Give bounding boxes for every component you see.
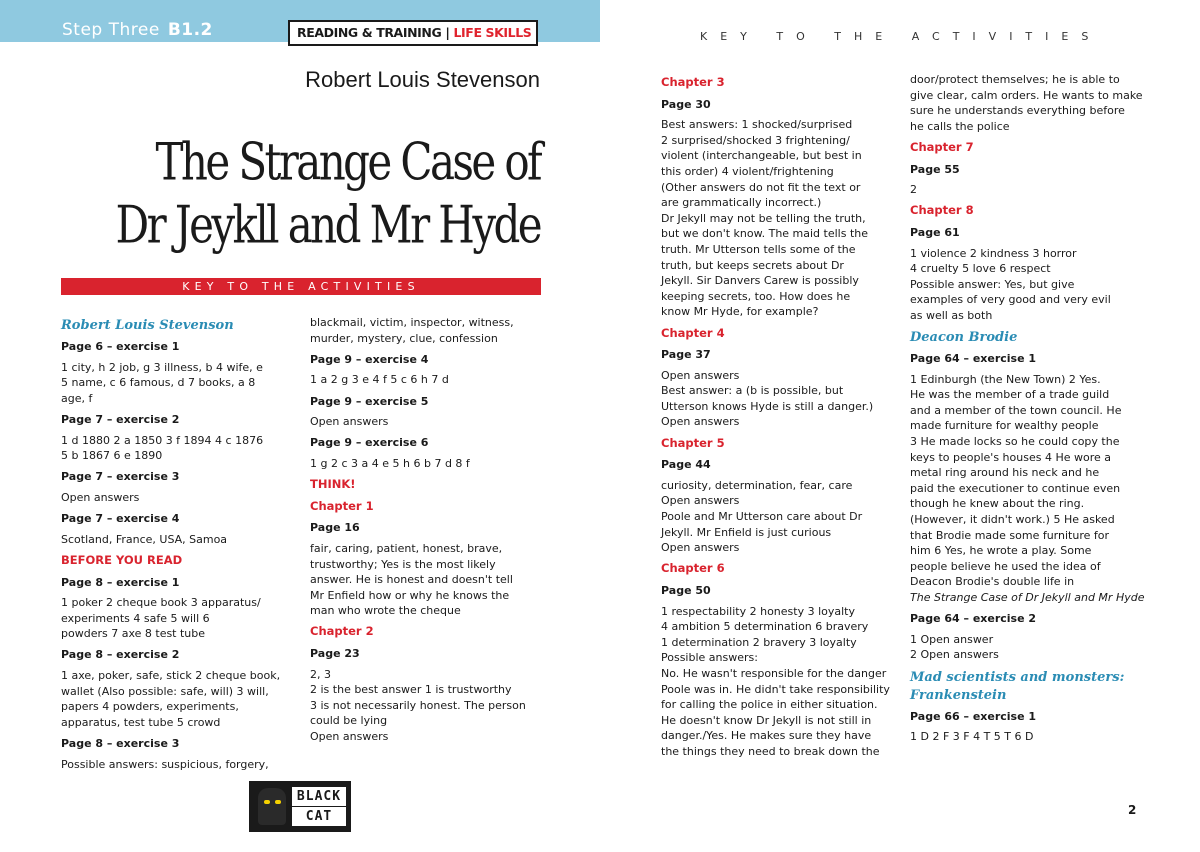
answer-line: Possible answers: xyxy=(661,651,758,665)
answer-line: He doesn't know Dr Jekyll is not still in xyxy=(661,713,872,727)
series-separator: | xyxy=(445,25,450,40)
answer-line: 1 d 1880 2 a 1850 3 f 1894 4 c 1876 xyxy=(61,433,264,447)
answer-line: fair, caring, patient, honest, brave, xyxy=(310,541,503,555)
section-heading: Deacon Brodie xyxy=(910,330,1018,346)
answer-line: as well as both xyxy=(910,308,993,322)
section-heading: Frankenstein xyxy=(910,687,1007,703)
answer-line: Best answers: 1 shocked/surprised xyxy=(661,118,853,132)
key-banner: KEY TO THE ACTIVITIES xyxy=(61,278,541,295)
column-3 xyxy=(661,72,901,765)
answer-line: 4 ambition 5 determination 6 bravery xyxy=(661,620,869,634)
answer-line: 1 poker 2 cheque book 3 apparatus/ xyxy=(61,596,261,610)
answer-line: 2 surprised/shocked 3 frightening/ xyxy=(661,133,850,147)
exercise-heading: Page 7 – exercise 2 xyxy=(61,412,180,426)
answer-line: could be lying xyxy=(310,714,388,728)
answer-line: truth. Mr Utterson tells some of the xyxy=(661,242,856,256)
answer-line: papers 4 powders, experiments, xyxy=(61,700,239,714)
series-reading-training: READING & TRAINING xyxy=(297,25,442,40)
answer-line: made furniture for wealthy people xyxy=(910,419,1099,433)
answer-line: this order) 4 violent/frightening xyxy=(661,164,834,178)
page-heading: Page 16 xyxy=(310,521,360,535)
step-label: Step Three B1.2 xyxy=(62,20,213,40)
logo-text-black: BLACK xyxy=(292,787,346,806)
answer-line: Utterson knows Hyde is still a danger.) xyxy=(661,399,874,413)
exercise-heading: Page 8 – exercise 1 xyxy=(61,575,180,589)
answer-line: are grammatically incorrect.) xyxy=(661,196,822,210)
black-cat-logo xyxy=(249,781,351,832)
chapter-heading: Chapter 2 xyxy=(310,624,374,639)
right-page-header: KEY TO THE ACTIVITIES xyxy=(700,30,1102,43)
exercise-heading: Page 6 – exercise 1 xyxy=(61,340,180,353)
answer-line: danger./Yes. He makes sure they have xyxy=(661,729,872,743)
answer-line: age, f xyxy=(61,391,93,405)
answer-line: 1 respectability 2 honesty 3 loyalty xyxy=(661,604,855,618)
answer-line: 3 is not necessarily honest. The person xyxy=(310,698,526,712)
answer-line: 1 axe, poker, safe, stick 2 cheque book, xyxy=(61,669,281,683)
answer-line: 5 name, c 6 famous, d 7 books, a 8 xyxy=(61,376,256,390)
answer-line: he calls the police xyxy=(910,119,1010,133)
answer-line: 5 b 1867 6 e 1890 xyxy=(61,449,163,463)
exercise-heading: Page 7 – exercise 3 xyxy=(61,470,180,484)
page-heading: Page 50 xyxy=(661,584,711,597)
column-1 xyxy=(61,315,293,778)
chapter-heading: Chapter 3 xyxy=(661,75,725,89)
author-name: Robert Louis Stevenson xyxy=(305,67,540,92)
answer-line: wallet (Also possible: safe, will) 3 will, xyxy=(61,684,269,698)
answer-line: metal ring around his neck and he xyxy=(910,466,1100,480)
chapter-heading: Chapter 5 xyxy=(661,435,725,450)
chapter-heading: Chapter 4 xyxy=(661,325,725,340)
page-heading: Page 55 xyxy=(910,162,960,176)
chapter-heading: Chapter 1 xyxy=(310,498,374,513)
exercise-heading: Page 8 – exercise 3 xyxy=(61,737,180,751)
section-heading: Robert Louis Stevenson xyxy=(61,318,234,333)
answer-line: for calling the police in either situation. xyxy=(661,698,878,712)
answer-line: Poole was in. He didn't take responsibility xyxy=(661,682,890,696)
answer-line: but we don't know. The maid tells the xyxy=(661,227,869,241)
answer-line: examples of very good and very evil xyxy=(910,293,1111,307)
answer-line: 1 city, h 2 job, g 3 illness, b 4 wife, e xyxy=(61,360,263,374)
answer-line: though he knew about the ring. xyxy=(910,497,1085,511)
answer-line: 1 determination 2 bravery 3 loyalty xyxy=(661,635,857,649)
answer-line: Poole and Mr Utterson care about Dr xyxy=(661,510,863,524)
answer-line: and a member of the town council. He xyxy=(910,403,1122,417)
page-heading: Page 37 xyxy=(661,348,711,362)
book-title-line-2: Dr Jeykll and Mr Hyde xyxy=(115,195,540,255)
answer-line: door/protect themselves; he is able to xyxy=(910,73,1120,86)
answer-line: powders 7 axe 8 test tube xyxy=(61,627,206,641)
page-heading: Page 30 xyxy=(661,97,711,111)
exercise-heading: Page 7 – exercise 4 xyxy=(61,512,180,526)
answer-line: blackmail, victim, inspector, witness, xyxy=(310,316,514,329)
answer-line: apparatus, test tube 5 crowd xyxy=(61,715,221,729)
series-life-skills: LIFE SKILLS xyxy=(453,25,532,40)
answer-line: Jekyll. Sir Danvers Carew is possibly xyxy=(661,274,859,288)
answer-line: Deacon Brodie's double life in xyxy=(910,575,1075,589)
exercise-heading: Page 9 – exercise 5 xyxy=(310,394,429,408)
answer-line: Possible answer: Yes, but give xyxy=(910,277,1075,291)
answer-line: 1 g 2 c 3 a 4 e 5 h 6 b 7 d 8 f xyxy=(310,456,470,470)
answer-line: 4 cruelty 5 love 6 respect xyxy=(910,262,1051,276)
cat-icon xyxy=(258,788,286,825)
answer-line: 1 a 2 g 3 e 4 f 5 c 6 h 7 d xyxy=(310,373,449,387)
answer-line: 1 D 2 F 3 F 4 T 5 T 6 D xyxy=(910,730,1034,744)
answer-line: 2 is the best answer 1 is trustworthy xyxy=(310,683,512,697)
answer-line: know Mr Hyde, for example? xyxy=(661,305,819,319)
answer-line: trustworthy; Yes is the most likely xyxy=(310,557,496,571)
exercise-heading: Page 9 – exercise 4 xyxy=(310,352,429,366)
answer-line: Open answers xyxy=(661,368,740,382)
answer-line-italic: The Strange Case of Dr Jekyll and Mr Hyde xyxy=(910,591,1145,604)
column-2 xyxy=(310,315,548,750)
answer-line: Mr Enfield how or why he knows the xyxy=(310,588,510,602)
logo-text-cat: CAT xyxy=(292,807,346,826)
answer-line: man who wrote the cheque xyxy=(310,604,461,618)
answer-line: that Brodie made some furniture for xyxy=(910,528,1109,542)
answer-line: keys to people's houses 4 He wore a xyxy=(910,450,1112,464)
answer-line: him 6 Yes, he wrote a play. Some xyxy=(910,544,1092,558)
chapter-heading: Chapter 8 xyxy=(910,203,974,218)
section-heading: THINK! xyxy=(310,477,356,492)
series-badge xyxy=(288,20,538,46)
answer-line: 2, 3 xyxy=(310,667,331,681)
page-heading: Page 44 xyxy=(661,458,711,472)
answer-line: the things they need to break down the xyxy=(661,744,880,758)
answer-line: Best answer: a (b is possible, but xyxy=(661,384,844,398)
level-label: B1.2 xyxy=(167,20,213,40)
answer-line: truth, but keeps secrets about Dr xyxy=(661,258,844,272)
answer-line: people believe he used the idea of xyxy=(910,559,1101,573)
page-number: 2 xyxy=(1128,803,1137,817)
exercise-heading: Page 9 – exercise 6 xyxy=(310,436,429,450)
answer-line: No. He wasn't responsible for the danger xyxy=(661,666,887,680)
answer-line: curiosity, determination, fear, care xyxy=(661,478,853,492)
answer-line: murder, mystery, clue, confession xyxy=(310,331,498,345)
answer-line: paid the executioner to continue even xyxy=(910,481,1121,495)
answer-line: Open answers xyxy=(310,415,389,429)
section-heading: BEFORE YOU READ xyxy=(61,552,183,567)
answer-line: Open answers xyxy=(661,541,740,555)
answer-line: 1 Open answer xyxy=(910,632,994,646)
answer-line: experiments 4 safe 5 will 6 xyxy=(61,611,210,625)
answer-line: Scotland, France, USA, Samoa xyxy=(61,532,228,546)
exercise-heading: Page 8 – exercise 2 xyxy=(61,648,180,662)
answer-line: 2 xyxy=(910,183,917,197)
answer-line: Open answers xyxy=(661,415,740,429)
cat-eye-icon xyxy=(275,800,281,804)
answer-line: give clear, calm orders. He wants to make xyxy=(910,88,1143,102)
exercise-heading: Page 66 – exercise 1 xyxy=(910,709,1037,723)
column-4 xyxy=(910,72,1150,750)
chapter-heading: Chapter 7 xyxy=(910,139,974,154)
book-title-line-1: The Strange Case of xyxy=(155,132,540,192)
exercise-heading: Page 64 – exercise 1 xyxy=(910,352,1037,366)
answer-line: Possible answers: suspicious, forgery, xyxy=(61,757,269,771)
answer-line: 1 Edinburgh (the New Town) 2 Yes. xyxy=(910,372,1101,386)
answer-line: Open answers xyxy=(61,490,140,504)
section-heading: Mad scientists and monsters: xyxy=(910,669,1125,685)
answer-line: Dr Jekyll may not be telling the truth, xyxy=(661,211,866,225)
exercise-heading: Page 64 – exercise 2 xyxy=(910,612,1037,626)
page-heading: Page 23 xyxy=(310,647,360,661)
answer-line: sure he understands everything before xyxy=(910,104,1125,118)
answer-line: 2 Open answers xyxy=(910,648,999,662)
answer-line: (Other answers do not fit the text or xyxy=(661,180,861,194)
answer-line: keeping secrets, too. How does he xyxy=(661,289,851,303)
chapter-heading: Chapter 6 xyxy=(661,561,725,576)
answer-line: He was the member of a trade guild xyxy=(910,388,1110,402)
page-heading: Page 61 xyxy=(910,225,960,239)
answer-line: (However, it didn't work.) 5 He asked xyxy=(910,513,1115,527)
answer-line: violent (interchangeable, but best in xyxy=(661,149,862,163)
answer-line: 1 violence 2 kindness 3 horror xyxy=(910,246,1077,260)
answer-line: answer. He is honest and doesn't tell xyxy=(310,573,513,587)
answer-line: Open answers xyxy=(661,494,740,508)
answer-line: Open answers xyxy=(310,730,389,744)
answer-line: 3 He made locks so he could copy the xyxy=(910,435,1120,449)
answer-line: Jekyll. Mr Enfield is just curious xyxy=(661,525,832,539)
cat-eye-icon xyxy=(264,800,270,804)
